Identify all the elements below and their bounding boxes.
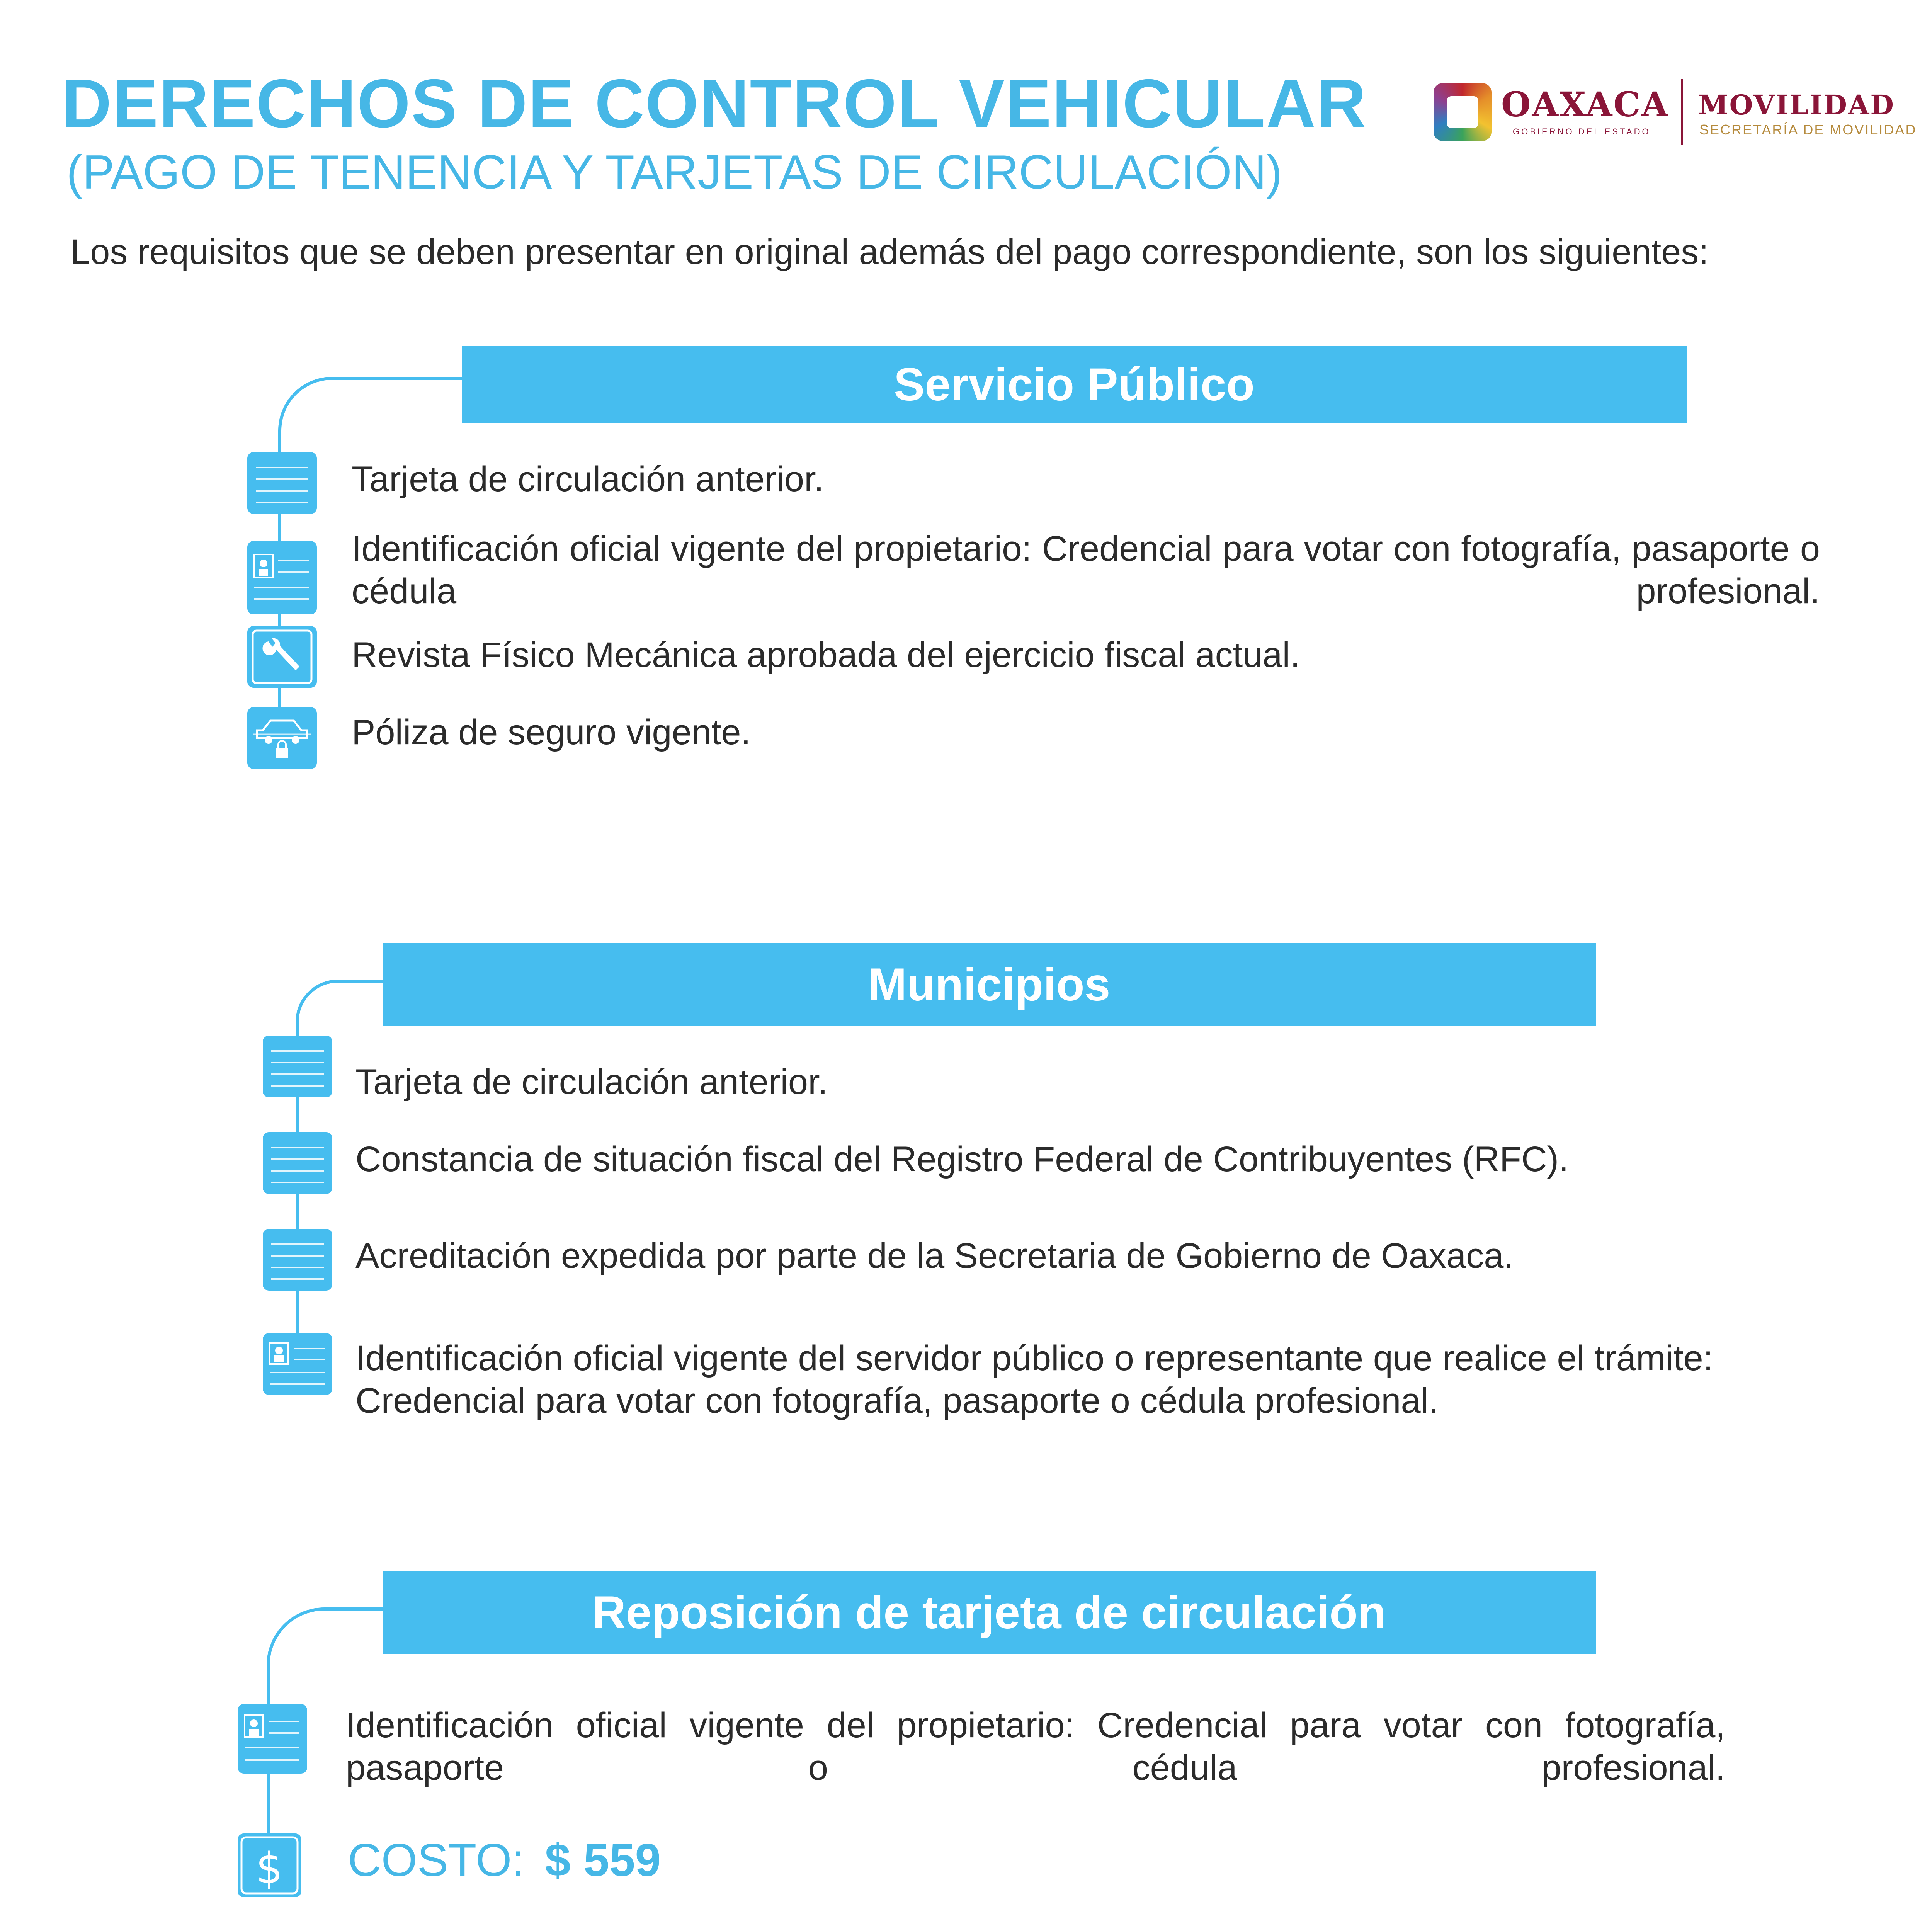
connector-curve — [278, 377, 467, 457]
list-item: Identificación oficial vigente del propietario: Credencial para votar con fotografía, pasaporte o cédula profesional. — [346, 1706, 1725, 1787]
list-item: Identificación oficial vigente del servidor público o representante que realice el trámite: Credencial para votar con fotografía, pasaporte o cédula profesional. — [355, 1338, 1713, 1420]
section-banner-servicio-publico — [462, 346, 1687, 423]
page-title: DERECHOS DE CONTROL VEHICULAR — [62, 65, 1367, 142]
list-item: Acreditación expedida por parte de la Secretaria de Gobierno de Oaxaca. — [355, 1236, 1514, 1276]
oaxaca-emblem-icon — [1434, 83, 1492, 141]
cost-value: $ 559 — [545, 1834, 661, 1886]
list-item: Constancia de situación fiscal del Registro Federal de Contribuyentes (RFC). — [355, 1139, 1569, 1179]
logo-state-sub: GOBIERNO DEL ESTADO — [1513, 127, 1651, 136]
car-insurance-icon — [247, 707, 317, 769]
document-icon — [263, 1132, 332, 1194]
document-icon — [263, 1229, 332, 1291]
id-card-icon — [263, 1333, 332, 1395]
section-banner-reposicion — [383, 1571, 1596, 1654]
svg-text:$: $ — [256, 1844, 283, 1893]
section-title: Reposición de tarjeta de circulación — [592, 1586, 1386, 1638]
list-item: Revista Físico Mecánica aprobada del ejercicio fiscal actual. — [352, 635, 1300, 675]
wrench-icon — [247, 626, 317, 688]
list-item: Identificación oficial vigente del propietario: Credencial para votar con fotografía, pasaporte o cédula profesional. — [352, 529, 1820, 611]
list-item: Tarjeta de circulación anterior. — [352, 459, 824, 499]
logo-state-name: OAXACA — [1501, 84, 1669, 124]
list-item: Tarjeta de circulación anterior. — [355, 1062, 828, 1102]
section-title: Municipios — [868, 958, 1111, 1010]
dollar-icon — [238, 1833, 301, 1897]
document-icon — [263, 1036, 332, 1097]
oaxaca-movilidad-logo — [1434, 77, 1924, 147]
page-subtitle: (PAGO DE TENENCIA Y TARJETAS DE CIRCULACIÓN) — [66, 146, 1282, 199]
section-title: Servicio Público — [894, 359, 1255, 410]
id-card-icon — [238, 1704, 307, 1774]
cost-label: COSTO: — [348, 1834, 525, 1886]
logo-agency-name: MOVILIDAD — [1698, 89, 1895, 121]
connector-curve — [296, 980, 389, 1044]
section-banner-municipios — [383, 943, 1596, 1026]
logo-agency-sub: SECRETARÍA DE MOVILIDAD — [1699, 122, 1917, 138]
document-icon — [247, 452, 317, 514]
logo-divider — [1681, 79, 1683, 145]
id-card-icon — [247, 541, 317, 614]
list-item: Póliza de seguro vigente. — [352, 713, 751, 752]
intro-text: Los requisitos que se deben presentar en original además del pago correspondiente, son los siguientes: — [70, 232, 1709, 272]
